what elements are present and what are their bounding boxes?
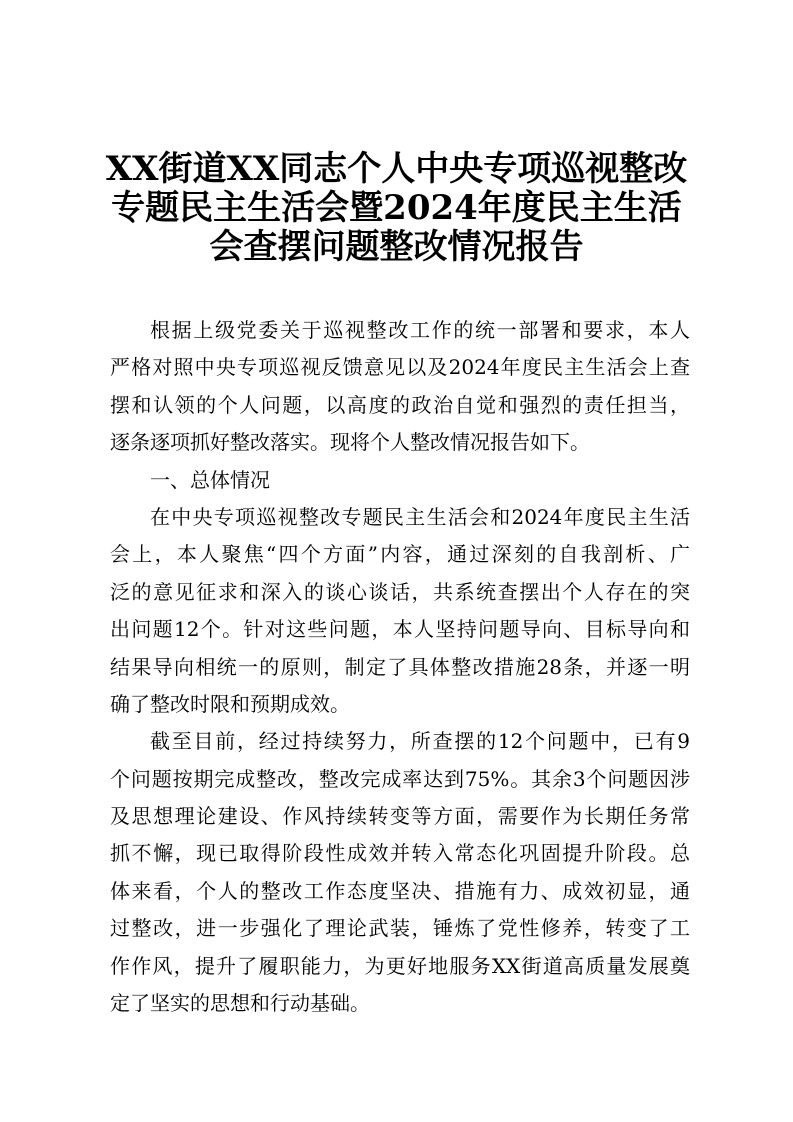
text-line: 结果导向相统一的原则，制定了具体整改措施28条，并逐一明 bbox=[110, 654, 690, 679]
text-line: 逐条逐项抓好整改落实。现将个人整改情况报告如下。 bbox=[110, 430, 590, 455]
section-heading: 一、总体情况 bbox=[150, 467, 270, 492]
text-line: 确了整改时限和预期成效。 bbox=[110, 691, 350, 716]
paragraph-intro bbox=[110, 312, 690, 462]
text-line: 个问题按期完成整改，整改完成率达到75%。其余3个问题因涉 bbox=[110, 766, 690, 791]
text-line: 截至目前，经过持续努力，所查摆的12个问题中，已有9 bbox=[150, 729, 690, 754]
text-line: 根据上级党委关于巡视整改工作的统一部署和要求，本人 bbox=[150, 318, 690, 342]
title-line: 会查摆问题整改情况报告 bbox=[209, 227, 584, 267]
text-line: 摆和认领的个人问题，以高度的政治自觉和强烈的责任担当， bbox=[110, 392, 690, 417]
text-line: 体来看，个人的整改工作态度坚决、措施有力、成效初显，通 bbox=[110, 878, 690, 903]
text-line: 泛的意见征求和深入的谈心谈话，共系统查摆出个人存在的突 bbox=[110, 579, 690, 604]
text-line: 出问题12个。针对这些问题，本人坚持问题导向、目标导向和 bbox=[110, 617, 690, 642]
text-line: 及思想理论建设、作风持续转变等方面，需要作为长期任务常 bbox=[110, 804, 690, 829]
paragraph-progress bbox=[110, 723, 690, 1022]
paragraph-overview bbox=[110, 499, 690, 723]
title-line: XX街道XX同志个人中央专项巡视整改 bbox=[105, 149, 688, 189]
text-line: 抓不懈，现已取得阶段性成效并转入常态化巩固提升阶段。总 bbox=[110, 841, 690, 866]
document-title bbox=[60, 150, 733, 267]
text-line: 过整改，进一步强化了理论武装，锤炼了党性修养，转变了工 bbox=[110, 916, 690, 941]
text-line: 会上，本人聚焦“四个方面”内容，通过深刻的自我剖析、广 bbox=[110, 542, 690, 567]
text-line: 定了坚实的思想和行动基础。 bbox=[110, 991, 370, 1016]
text-line: 作作风，提升了履职能力，为更好地服务XX街道高质量发展奠 bbox=[110, 953, 690, 978]
document-body bbox=[110, 312, 690, 1022]
text-line: 严格对照中央专项巡视反馈意见以及2024年度民主生活会上查 bbox=[110, 355, 690, 380]
text-line: 在中央专项巡视整改专题民主生活会和2024年度民主生活 bbox=[150, 504, 690, 529]
title-line: 专题民主生活会暨2024年度民主生活 bbox=[111, 188, 682, 228]
